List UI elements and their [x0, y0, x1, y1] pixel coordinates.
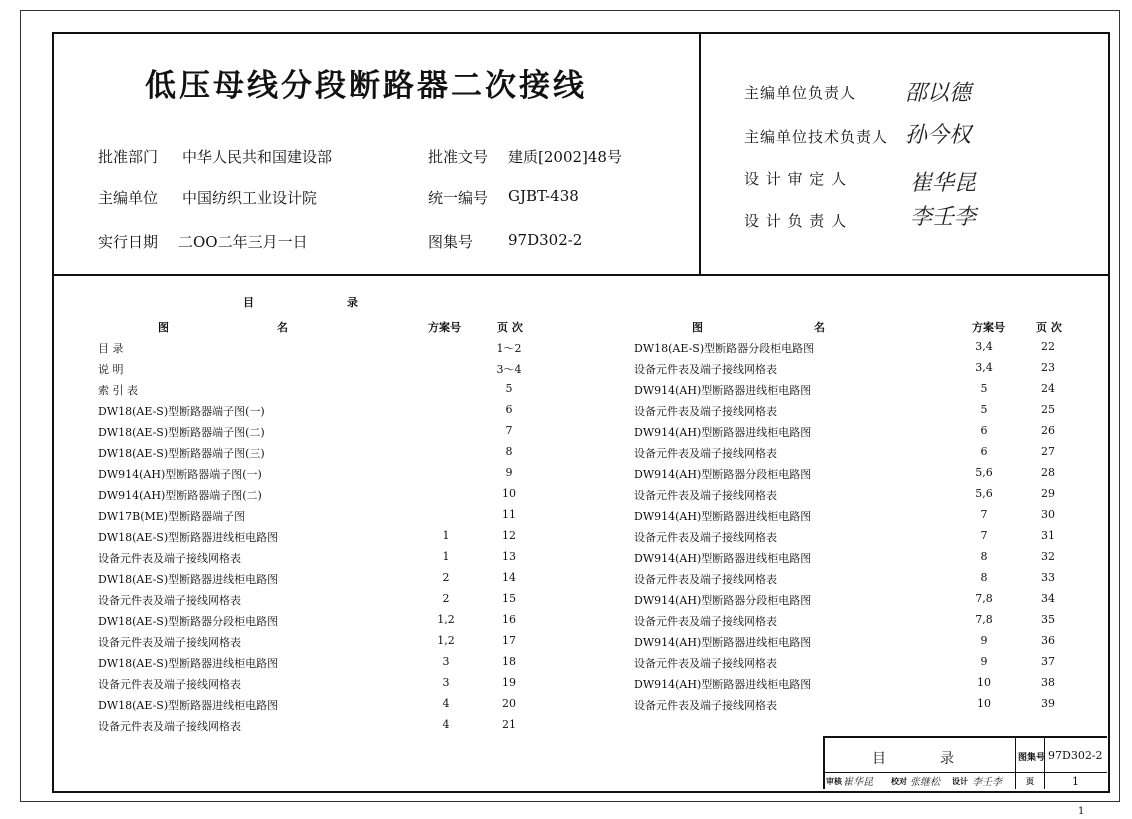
- left-col-name-b: 名: [277, 321, 288, 334]
- toc-heading-b: 录: [347, 296, 358, 309]
- toc-row-scheme: 1: [442, 529, 450, 542]
- toc-row-page: 37: [1041, 655, 1055, 668]
- toc-row-name: 设备元件表及端子接线网格表: [98, 720, 241, 733]
- toc-row-name: DW914(AH)型断路器进线柜电路图: [634, 552, 812, 565]
- titleblock-check-signature: 张继松: [910, 777, 940, 788]
- toc-row-scheme: 8: [980, 550, 988, 563]
- editor: 中国纺织工业设计院: [182, 189, 318, 207]
- toc-row-scheme: 6: [980, 424, 988, 437]
- toc-row-page: 34: [1041, 592, 1055, 605]
- toc-row-page: 32: [1041, 550, 1055, 563]
- page-title: 低压母线分段断路器二次接线: [145, 68, 587, 104]
- toc-row-name: 设备元件表及端子接线网格表: [634, 573, 777, 586]
- toc-row-name: DW914(AH)型断路器进线柜电路图: [634, 426, 812, 439]
- toc-row-page: 28: [1041, 466, 1055, 479]
- toc-row-page: 11: [502, 508, 516, 521]
- toc-row-name: 目 录: [98, 342, 124, 355]
- toc-row-name: DW914(AH)型断路器进线柜电路图: [634, 636, 812, 649]
- header-divider: [52, 274, 1108, 276]
- design-review-signature: 崔华昆: [910, 171, 977, 196]
- toc-row-page: 24: [1041, 382, 1055, 395]
- toc-row-name: 设备元件表及端子接线网格表: [634, 489, 777, 502]
- toc-row-page: 17: [502, 634, 516, 647]
- toc-row-name: DW18(AE-S)型断路器进线柜电路图: [98, 573, 279, 586]
- toc-row-page: 23: [1041, 361, 1055, 374]
- right-col-scheme: 方案号: [972, 321, 1005, 334]
- toc-row-page: 14: [502, 571, 516, 584]
- toc-row-page: 6: [505, 403, 513, 416]
- toc-row-page: 1～2: [496, 342, 522, 355]
- toc-row-scheme: 1: [442, 550, 450, 563]
- toc-row-scheme: 1,2: [437, 634, 455, 647]
- design-lead-signature: 李壬李: [910, 205, 977, 230]
- toc-row-page: 7: [505, 424, 513, 437]
- tech-head-label: 主编单位技术负责人: [744, 128, 889, 146]
- toc-row-page: 20: [502, 697, 516, 710]
- right-col-name-a: 图: [692, 321, 703, 334]
- toc-row-name: 设备元件表及端子接线网格表: [98, 636, 241, 649]
- toc-heading-a: 目: [243, 296, 254, 309]
- toc-row-page: 33: [1041, 571, 1055, 584]
- toc-row-name: DW914(AH)型断路器分段柜电路图: [634, 594, 812, 607]
- toc-row-page: 18: [502, 655, 516, 668]
- toc-row-name: 设备元件表及端子接线网格表: [634, 405, 777, 418]
- toc-row-page: 16: [502, 613, 516, 626]
- toc-row-name: 设备元件表及端子接线网格表: [98, 552, 241, 565]
- toc-row-name: 设备元件表及端子接线网格表: [634, 531, 777, 544]
- titleblock-audit-label: 审核: [826, 776, 842, 786]
- toc-row-scheme: 7,8: [975, 592, 993, 605]
- toc-row-page: 35: [1041, 613, 1055, 626]
- toc-row-page: 10: [502, 487, 516, 500]
- toc-row-name: DW18(AE-S)型断路器分段柜电路图: [634, 342, 815, 355]
- toc-row-scheme: 7,8: [975, 613, 993, 626]
- toc-row-name: DW18(AE-S)型断路器进线柜电路图: [98, 657, 279, 670]
- toc-row-scheme: 3,4: [975, 361, 993, 374]
- toc-row-page: 13: [502, 550, 516, 563]
- toc-row-name: DW914(AH)型断路器进线柜电路图: [634, 678, 812, 691]
- toc-row-scheme: 5: [980, 382, 988, 395]
- toc-row-page: 31: [1041, 529, 1055, 542]
- toc-row-scheme: 7: [980, 529, 988, 542]
- toc-row-name: 设备元件表及端子接线网格表: [634, 657, 777, 670]
- toc-row-page: 27: [1041, 445, 1055, 458]
- header-vertical-divider: [699, 32, 701, 275]
- tech-head-signature: 孙今权: [905, 123, 972, 148]
- toc-row-scheme: 5,6: [975, 466, 993, 479]
- toc-row-scheme: 3: [442, 655, 450, 668]
- toc-row-name: 设备元件表及端子接线网格表: [634, 699, 777, 712]
- toc-row-page: 26: [1041, 424, 1055, 437]
- design-review-label: 设 计 审 定 人: [744, 170, 848, 188]
- toc-row-scheme: 4: [442, 697, 450, 710]
- left-col-page: 页 次: [497, 321, 523, 334]
- toc-row-name: DW914(AH)型断路器进线柜电路图: [634, 384, 812, 397]
- atlas-no-label: 图集号: [428, 233, 474, 251]
- unified-no: GJBT-438: [508, 187, 579, 205]
- toc-row-name: DW18(AE-S)型断路器进线柜电路图: [98, 699, 279, 712]
- toc-row-name: DW914(AH)型断路器进线柜电路图: [634, 510, 812, 523]
- toc-row-scheme: 10: [977, 697, 991, 710]
- toc-row-name: DW18(AE-S)型断路器端子图(三): [98, 447, 265, 460]
- toc-row-page: 36: [1041, 634, 1055, 647]
- toc-row-scheme: 10: [977, 676, 991, 689]
- titleblock-design-signature: 李壬李: [972, 777, 1002, 788]
- titleblock-top-line: [823, 736, 1107, 738]
- titleblock-design-label: 设计: [952, 776, 968, 786]
- toc-row-scheme: 4: [442, 718, 450, 731]
- toc-row-page: 21: [502, 718, 516, 731]
- titleblock-left-line: [823, 736, 825, 789]
- toc-row-scheme: 3: [442, 676, 450, 689]
- approval-no: 建质[2002]48号: [508, 148, 622, 166]
- titleblock-page-label: 页: [1026, 776, 1034, 786]
- toc-row-name: DW914(AH)型断路器端子图(一): [98, 468, 262, 481]
- approval-dept: 中华人民共和国建设部: [182, 148, 333, 166]
- toc-row-name: 设备元件表及端子接线网格表: [634, 615, 777, 628]
- unified-no-label: 统一编号: [428, 189, 489, 207]
- left-col-scheme: 方案号: [428, 321, 461, 334]
- toc-row-scheme: 9: [980, 655, 988, 668]
- titleblock-atlas-no: 97D302-2: [1048, 749, 1103, 762]
- titleblock-name-a: 目: [872, 751, 886, 767]
- toc-row-scheme: 5: [980, 403, 988, 416]
- sheet-corner-number: 1: [1078, 806, 1085, 817]
- toc-row-scheme: 6: [980, 445, 988, 458]
- toc-row-name: DW17B(ME)型断路器端子图: [98, 510, 246, 523]
- right-col-page: 页 次: [1036, 321, 1062, 334]
- toc-row-page: 30: [1041, 508, 1055, 521]
- titleblock-atlas-label: 图集号: [1018, 753, 1046, 763]
- atlas-no: 97D302-2: [508, 231, 583, 249]
- toc-row-name: DW18(AE-S)型断路器端子图(二): [98, 426, 265, 439]
- toc-row-name: DW18(AE-S)型断路器进线柜电路图: [98, 531, 279, 544]
- toc-row-scheme: 8: [980, 571, 988, 584]
- toc-row-page: 5: [505, 382, 513, 395]
- chief-unit-head-signature: 邵以德: [905, 81, 972, 106]
- toc-row-name: 说 明: [98, 363, 124, 376]
- toc-row-page: 8: [505, 445, 513, 458]
- titleblock-check-label: 校对: [891, 776, 907, 786]
- toc-row-scheme: 5,6: [975, 487, 993, 500]
- toc-row-page: 15: [502, 592, 516, 605]
- toc-row-name: 设备元件表及端子接线网格表: [634, 447, 777, 460]
- toc-row-name: 设备元件表及端子接线网格表: [634, 363, 777, 376]
- titleblock-page-no: 1: [1072, 775, 1079, 788]
- toc-row-name: 设备元件表及端子接线网格表: [98, 594, 241, 607]
- toc-row-name: 索 引 表: [98, 384, 138, 397]
- design-lead-label: 设 计 负 责 人: [744, 212, 848, 230]
- toc-row-page: 25: [1041, 403, 1055, 416]
- toc-row-page: 39: [1041, 697, 1055, 710]
- toc-row-page: 38: [1041, 676, 1055, 689]
- toc-row-page: 12: [502, 529, 516, 542]
- right-col-name-b: 名: [814, 321, 825, 334]
- toc-row-name: DW914(AH)型断路器端子图(二): [98, 489, 262, 502]
- toc-row-scheme: 9: [980, 634, 988, 647]
- toc-row-page: 29: [1041, 487, 1055, 500]
- toc-row-scheme: 2: [442, 592, 450, 605]
- titleblock-divider-1: [1015, 736, 1016, 789]
- toc-row-scheme: 2: [442, 571, 450, 584]
- effective-date: 二OO二年三月一日: [178, 233, 308, 251]
- titleblock-name-b: 录: [940, 751, 954, 767]
- chief-unit-head-label: 主编单位负责人: [744, 84, 857, 102]
- toc-row-page: 9: [505, 466, 513, 479]
- toc-row-page: 22: [1041, 340, 1055, 353]
- toc-row-name: DW18(AE-S)型断路器分段柜电路图: [98, 615, 279, 628]
- approval-no-label: 批准文号: [428, 148, 489, 166]
- toc-row-page: 19: [502, 676, 516, 689]
- titleblock-audit-signature: 崔华昆: [843, 777, 873, 788]
- editor-label: 主编单位: [98, 189, 159, 207]
- toc-row-scheme: 1,2: [437, 613, 455, 626]
- effective-label: 实行日期: [98, 233, 159, 251]
- left-col-name-a: 图: [158, 321, 169, 334]
- toc-row-page: 3～4: [496, 363, 522, 376]
- toc-row-name: DW18(AE-S)型断路器端子图(一): [98, 405, 265, 418]
- toc-row-name: DW914(AH)型断路器分段柜电路图: [634, 468, 812, 481]
- toc-row-name: 设备元件表及端子接线网格表: [98, 678, 241, 691]
- toc-row-scheme: 3,4: [975, 340, 993, 353]
- toc-row-scheme: 7: [980, 508, 988, 521]
- approval-dept-label: 批准部门: [98, 148, 159, 166]
